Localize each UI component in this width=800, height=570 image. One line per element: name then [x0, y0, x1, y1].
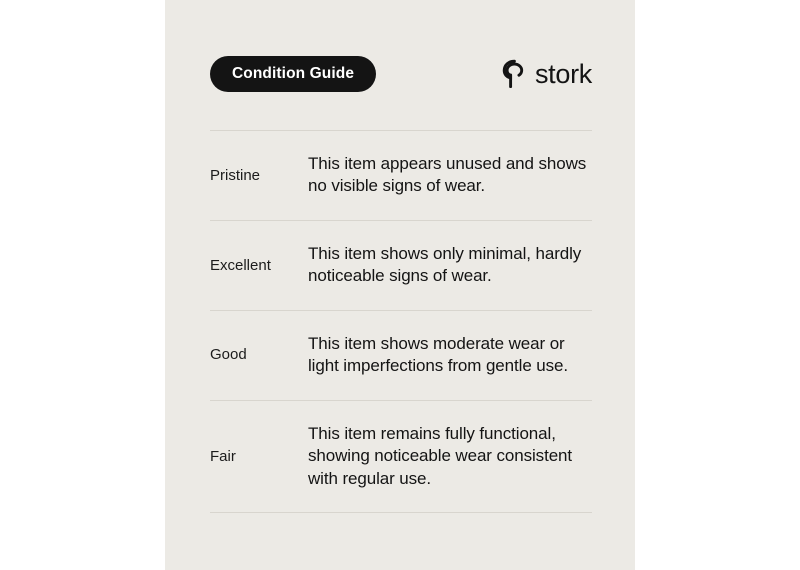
table-row	[210, 131, 592, 221]
stork-logo-icon	[502, 59, 527, 89]
table-row	[210, 401, 592, 513]
brand-name: stork	[534, 58, 592, 89]
brand-lockup	[502, 59, 592, 89]
condition-label: Pristine	[210, 166, 261, 184]
condition-description: This item shows moderate wear or light imperfections from gentle use.	[308, 333, 569, 376]
condition-table	[210, 130, 592, 513]
card-content	[210, 52, 592, 513]
table-row	[210, 221, 592, 311]
table-row	[210, 311, 592, 401]
condition-label: Fair	[210, 447, 236, 465]
condition-guide-card	[165, 0, 635, 570]
condition-label: Good	[210, 346, 247, 364]
card-header	[210, 52, 592, 96]
condition-description: This item shows only minimal, hardly noticeable signs of wear.	[308, 243, 582, 286]
condition-guide-pill: Condition Guide	[210, 56, 376, 92]
condition-label: Excellent	[210, 256, 271, 274]
condition-description: This item appears unused and shows no visible signs of wear.	[308, 154, 587, 196]
condition-description: This item remains fully functional, showing noticeable wear consistent with regular use.	[308, 423, 573, 488]
